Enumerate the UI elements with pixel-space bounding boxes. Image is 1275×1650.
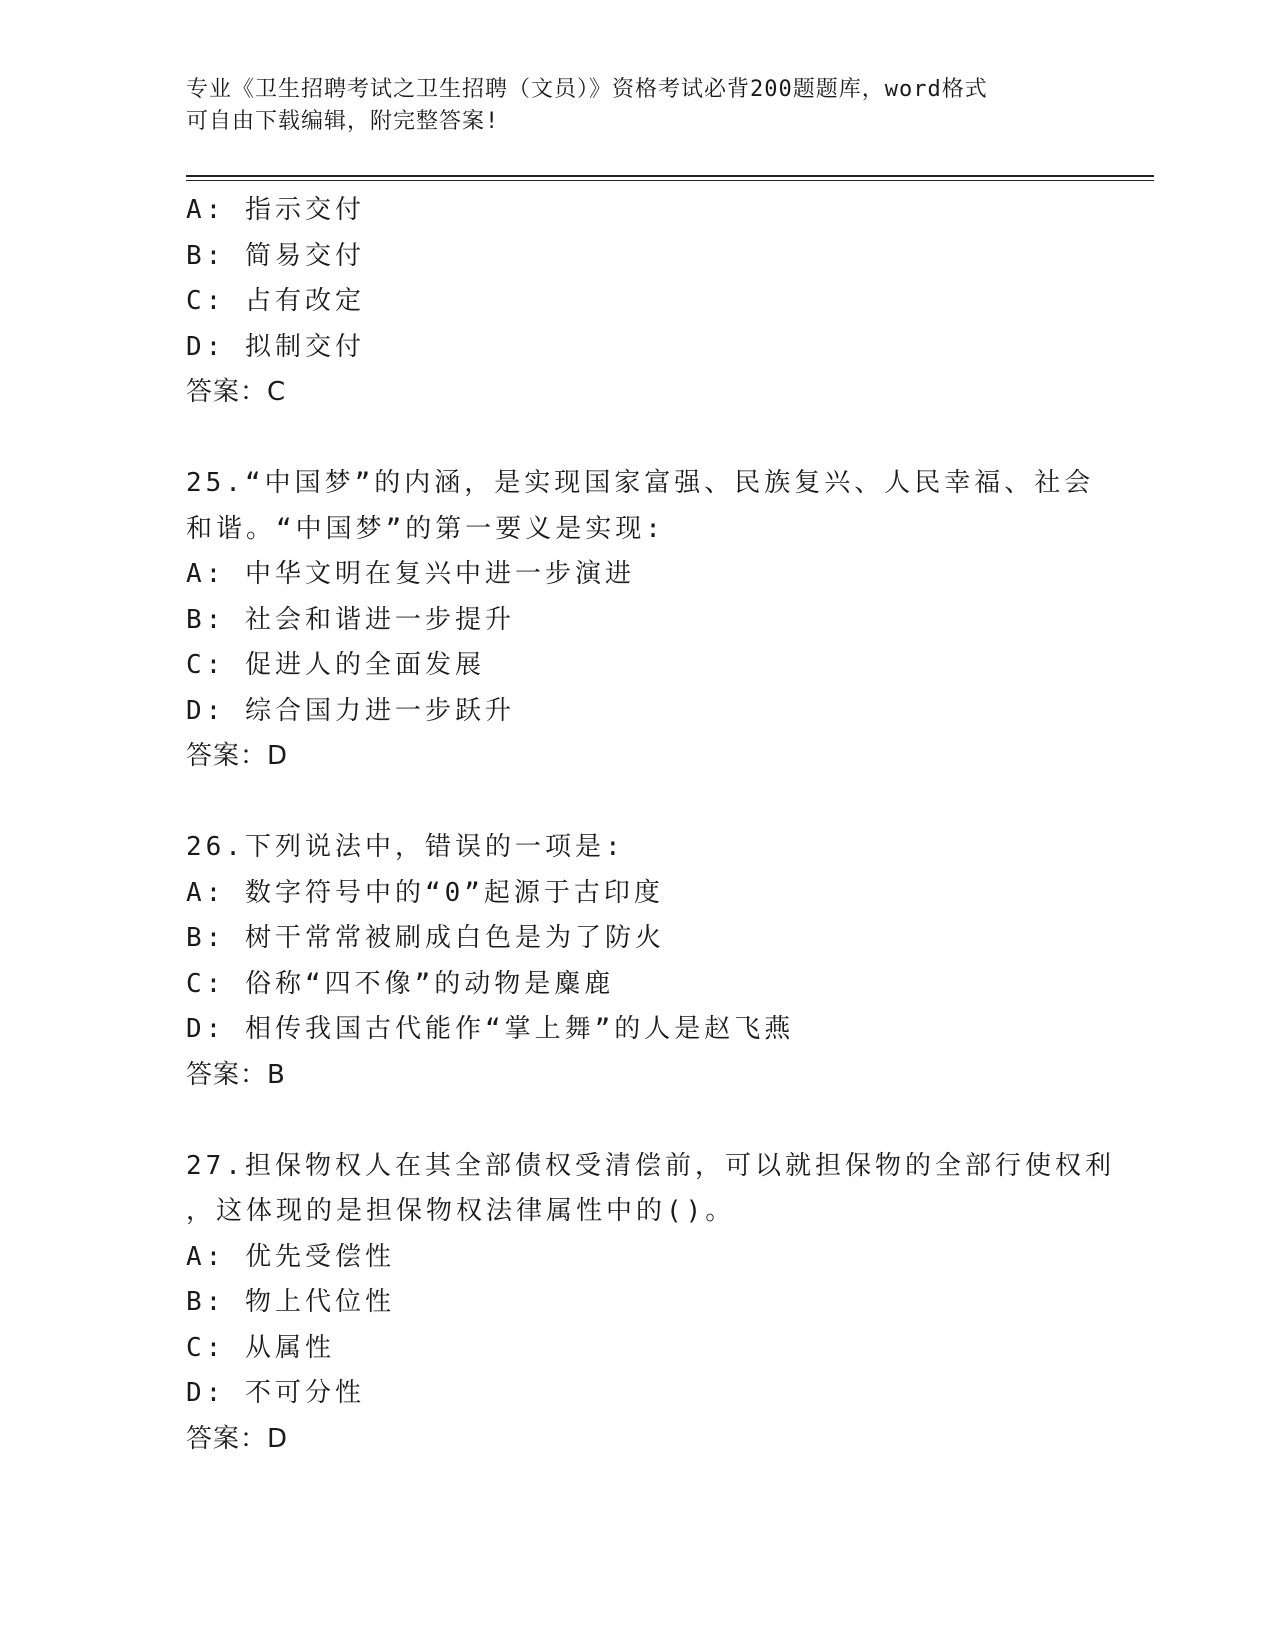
- option-a: A: 中华文明在复兴中进一步演进: [186, 559, 635, 589]
- question-block-26: [186, 825, 1126, 1098]
- answer-line: 答案：B: [186, 1059, 286, 1090]
- option-c: C: 促进人的全面发展: [186, 650, 485, 680]
- question-stem-continued: 和谐。“中国梦”的第一要义是实现:: [186, 513, 665, 544]
- header-line-2: 可自由下载编辑，附完整答案!: [186, 109, 500, 134]
- answer-line: 答案：C: [186, 377, 287, 407]
- answer-line: 答案：D: [186, 1423, 289, 1454]
- option-d: D: 综合国力进一步跃升: [186, 695, 515, 726]
- option-c: C: 俗称“四不像”的动物是麋鹿: [186, 968, 615, 999]
- question-stem-continued: ，这体现的是担保物权法律属性中的()。: [186, 1196, 736, 1226]
- question-stem: 25.“中国梦”的内涵，是实现国家富强、民族复兴、人民幸福、社会: [186, 468, 1095, 498]
- header-line-1: 专业《卫生招聘考试之卫生招聘（文员）》资格考试必背200题题库，word格式: [186, 77, 988, 102]
- option-b: B: 物上代位性: [186, 1287, 395, 1317]
- option-a: A: 指示交付: [186, 195, 365, 225]
- option-d: D: 拟制交付: [186, 331, 365, 362]
- option-a: A: 数字符号中的“0”起源于古印度: [186, 877, 664, 908]
- option-b: B: 社会和谐进一步提升: [186, 604, 515, 635]
- header-divider: [186, 175, 1154, 181]
- option-b: B: 树干常常被刷成白色是为了防火: [186, 923, 665, 953]
- option-b: B: 简易交付: [186, 240, 365, 271]
- question-block-24: [186, 188, 1126, 416]
- document-header: [186, 74, 1086, 138]
- question-stem: 26.下列说法中，错误的一项是:: [186, 832, 625, 862]
- answer-line: 答案：D: [186, 741, 289, 771]
- option-d: D: 不可分性: [186, 1378, 365, 1408]
- question-block-27: [186, 1144, 1126, 1463]
- option-a: A: 优先受偿性: [186, 1241, 395, 1272]
- option-c: C: 占有改定: [186, 286, 365, 316]
- option-c: C: 从属性: [186, 1332, 335, 1363]
- question-stem: 27.担保物权人在其全部债权受清偿前，可以就担保物的全部行使权利: [186, 1150, 1115, 1181]
- question-block-25: [186, 461, 1126, 780]
- question-list: [186, 188, 1126, 1462]
- option-d: D: 相传我国古代能作“掌上舞”的人是赵飞燕: [186, 1014, 795, 1044]
